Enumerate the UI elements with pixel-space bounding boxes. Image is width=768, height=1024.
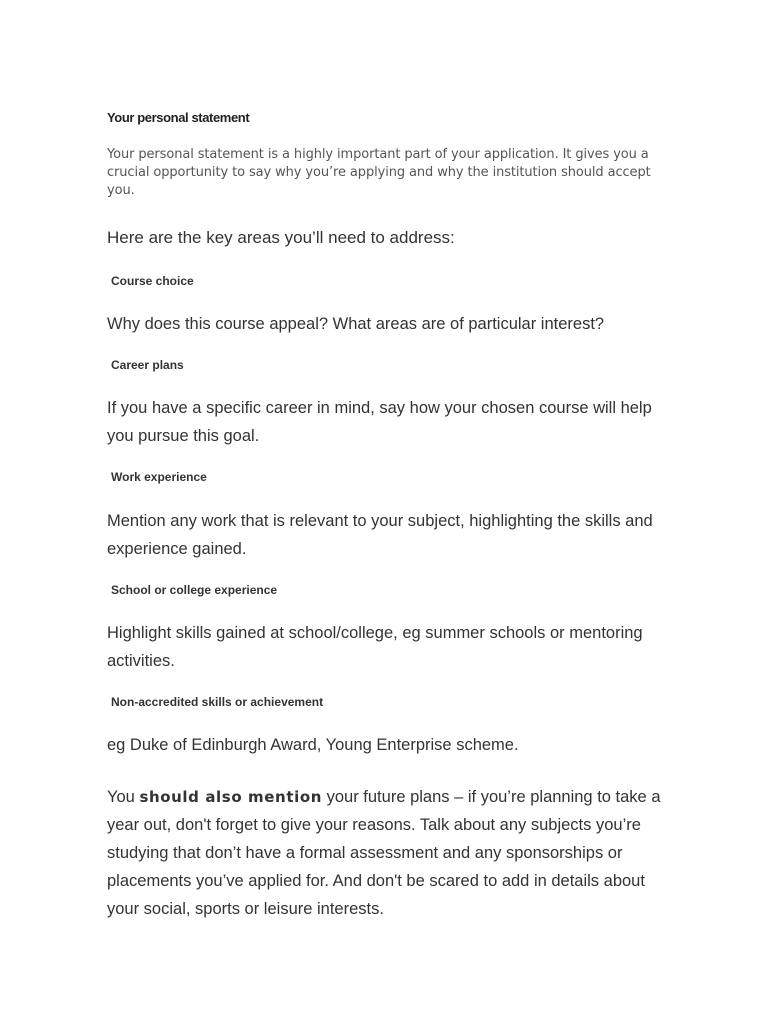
closing-paragraph	[107, 783, 667, 923]
key-areas-intro: Here are the key areas you’ll need to address:	[107, 228, 455, 247]
closing-rest: your future plans – if you’re planning to take a year out, don't forget to give your reasons. Talk about any subjects you’re studying that don’t have a formal assessment and any sponsorships or placements you’ve applied for. And don't be scared to add in details about your social, sports or leisure interests.	[107, 788, 661, 918]
section-text-non-accredited: eg Duke of Edinburgh Award, Young Enterprise scheme.	[107, 736, 519, 754]
section-heading-non-accredited: Non-accredited skills or achievement	[111, 695, 324, 709]
section-heading-career-plans: Career plans	[111, 358, 184, 372]
section-text-career-plans: If you have a specific career in mind, say how your chosen course will help you pursue this goal.	[107, 399, 652, 445]
section-text-school-experience: Highlight skills gained at school/college, eg summer schools or mentoring activities.	[107, 624, 643, 670]
page-title: Your personal statement	[107, 110, 250, 125]
section-text-course-choice: Why does this course appeal? What areas are of particular interest?	[107, 315, 605, 333]
section-text-work-experience: Mention any work that is relevant to your subject, highlighting the skills and experience gained.	[107, 512, 653, 558]
closing-lead: You	[107, 788, 140, 806]
section-heading-work-experience: Work experience	[111, 470, 207, 484]
section-heading-school-experience: School or college experience	[111, 583, 278, 597]
closing-emphasis: should also mention	[139, 788, 323, 806]
intro-paragraph: Your personal statement is a highly important part of your application. It gives you a crucial opportunity to say why you’re applying and why the institution should accept you.	[107, 147, 651, 198]
section-heading-course-choice: Course choice	[111, 274, 194, 288]
